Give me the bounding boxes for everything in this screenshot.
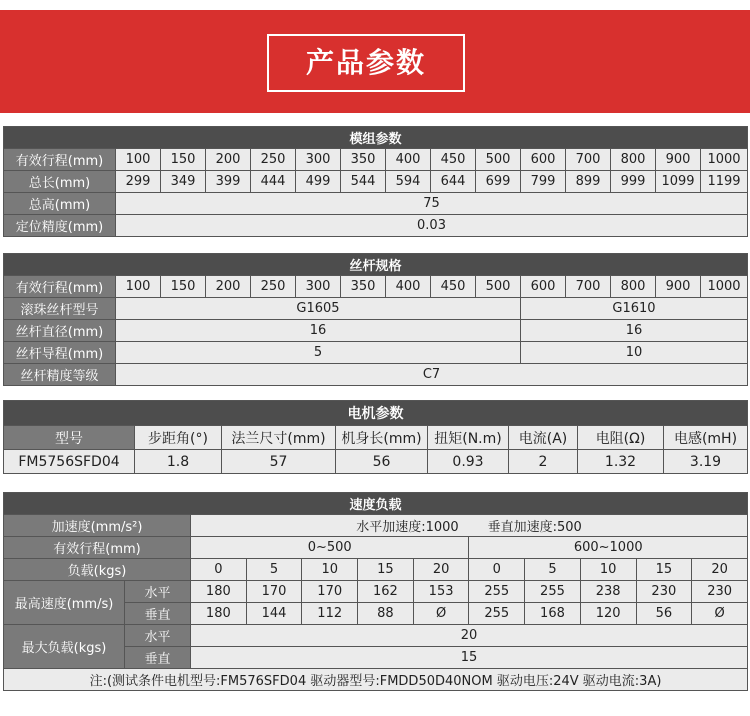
table-cell: 144 [246,603,302,625]
table-cell: 0 [191,559,247,581]
table-cell: 400 [386,149,431,171]
table-row [4,364,748,386]
row-label: 最大负载(kgs) [4,625,125,669]
table-cell: 350 [341,149,386,171]
table-cell: 255 [469,603,525,625]
table-cell: 0~500 [191,537,469,559]
table-cell: 300 [296,149,341,171]
row-sublabel: 水平 [125,625,191,647]
table-cell: 400 [386,276,431,298]
screw-spec-table [3,253,748,386]
table-cell: 57 [222,450,336,474]
table-cell: 200 [206,276,251,298]
table-cell: 255 [469,581,525,603]
table-cell: 5 [525,559,581,581]
column-header: 扭矩(N.m) [428,426,509,450]
table-row [4,149,748,171]
module-params-table [3,126,748,237]
table-cell: 499 [296,171,341,193]
table-cell: 88 [358,603,414,625]
table-cell: 100 [116,149,161,171]
table-cell: 112 [302,603,358,625]
table-title: 电机参数 [4,401,748,426]
row-label: 总长(mm) [4,171,116,193]
table-cell: 230 [692,581,748,603]
table-cell: 600 [521,149,566,171]
table-cell: 170 [246,581,302,603]
row-sublabel: 垂直 [125,647,191,669]
column-header: 型号 [4,426,135,450]
table-cell: 800 [611,149,656,171]
table-cell: 16 [521,320,748,342]
table-cell: 75 [116,193,748,215]
table-header-row [4,426,748,450]
row-label: 总高(mm) [4,193,116,215]
table-cell: 3.19 [664,450,748,474]
row-sublabel: 水平 [125,581,191,603]
table-cell: 1.8 [135,450,222,474]
table-cell: 1000 [701,276,748,298]
table-cell: 450 [431,149,476,171]
table-cell: 0.03 [116,215,748,237]
table-cell: 600 [521,276,566,298]
table-row [4,298,748,320]
table-cell: 10 [302,559,358,581]
table-cell: 0.93 [428,450,509,474]
table-cell: G1605 [116,298,521,320]
table-cell: 水平加速度:1000 垂直加速度:500 [191,515,748,537]
table-row [4,320,748,342]
table-cell: 16 [116,320,521,342]
table-cell: 56 [636,603,692,625]
table-row [4,215,748,237]
row-label: 丝杆直径(mm) [4,320,116,342]
table-cell: 1199 [701,171,748,193]
table-cell: 600~1000 [469,537,748,559]
table-cell: 162 [358,581,414,603]
table-cell: 5 [246,559,302,581]
table-cell: 300 [296,276,341,298]
table-title: 模组参数 [4,127,748,149]
table-cell: 644 [431,171,476,193]
table-row [4,193,748,215]
row-label: 负载(kgs) [4,559,191,581]
table-cell: 900 [656,149,701,171]
table-row [4,581,748,603]
table-cell: 15 [636,559,692,581]
table-cell: 180 [191,581,247,603]
motor-params-table [3,400,748,474]
table-row [4,515,748,537]
test-conditions-note: 注:(测试条件电机型号:FM576SFD04 驱动器型号:FMDD50D40NOM 驱动电压:24V 驱动电流:3A) [4,669,748,691]
table-cell: 399 [206,171,251,193]
row-label: 定位精度(mm) [4,215,116,237]
row-label: 有效行程(mm) [4,276,116,298]
row-label: 丝杆导程(mm) [4,342,116,364]
table-cell: 500 [476,276,521,298]
table-cell: 544 [341,171,386,193]
row-label: 滚珠丝杆型号 [4,298,116,320]
table-cell: 250 [251,276,296,298]
table-cell: 238 [580,581,636,603]
table-cell: C7 [116,364,748,386]
table-cell: 2 [509,450,578,474]
table-row [4,537,748,559]
table-row [4,450,748,474]
table-cell: 5 [116,342,521,364]
table-cell: 10 [580,559,636,581]
table-cell: 15 [191,647,748,669]
row-label: 有效行程(mm) [4,537,191,559]
row-label: 有效行程(mm) [4,149,116,171]
table-cell: 899 [566,171,611,193]
table-row [4,276,748,298]
table-cell: 1000 [701,149,748,171]
table-cell: 200 [206,149,251,171]
table-cell: 0 [469,559,525,581]
table-cell: 150 [161,149,206,171]
table-cell: 100 [116,276,161,298]
table-cell: 349 [161,171,206,193]
column-header: 步距角(°) [135,426,222,450]
table-cell: 20 [191,625,748,647]
table-cell: 20 [413,559,469,581]
table-cell: 230 [636,581,692,603]
table-cell: 153 [413,581,469,603]
table-cell: 250 [251,149,296,171]
table-row [4,342,748,364]
table-cell: 150 [161,276,206,298]
speed-load-table [3,492,748,691]
table-cell: 56 [336,450,428,474]
table-cell: G1610 [521,298,748,320]
table-cell: 10 [521,342,748,364]
table-cell: 120 [580,603,636,625]
table-cell: 799 [521,171,566,193]
row-sublabel: 垂直 [125,603,191,625]
table-cell: 20 [692,559,748,581]
table-row [4,625,748,647]
table-cell: 450 [431,276,476,298]
column-header: 电感(mH) [664,426,748,450]
table-cell: 594 [386,171,431,193]
table-cell: 700 [566,149,611,171]
table-cell: 699 [476,171,521,193]
table-cell: FM5756SFD04 [4,450,135,474]
table-row [4,171,748,193]
table-cell: 444 [251,171,296,193]
table-cell: 1099 [656,171,701,193]
row-label: 最高速度(mm/s) [4,581,125,625]
row-label: 加速度(mm/s²) [4,515,191,537]
table-cell: 15 [358,559,414,581]
table-cell: 170 [302,581,358,603]
column-header: 机身长(mm) [336,426,428,450]
table-cell: 999 [611,171,656,193]
column-header: 法兰尺寸(mm) [222,426,336,450]
table-cell: 800 [611,276,656,298]
table-cell: 700 [566,276,611,298]
page-title: 产品参数 [267,34,465,92]
table-cell: 350 [341,276,386,298]
table-cell: 500 [476,149,521,171]
table-cell: 299 [116,171,161,193]
table-cell: 900 [656,276,701,298]
column-header: 电阻(Ω) [578,426,664,450]
table-row [4,669,748,691]
header-banner [0,10,750,113]
table-title: 丝杆规格 [4,254,748,276]
table-cell: 1.32 [578,450,664,474]
table-title: 速度负载 [4,493,748,515]
table-cell: 255 [525,581,581,603]
column-header: 电流(A) [509,426,578,450]
row-label: 丝杆精度等级 [4,364,116,386]
table-cell: 180 [191,603,247,625]
table-row [4,559,748,581]
table-cell: 168 [525,603,581,625]
table-cell: Ø [692,603,748,625]
table-cell: Ø [413,603,469,625]
